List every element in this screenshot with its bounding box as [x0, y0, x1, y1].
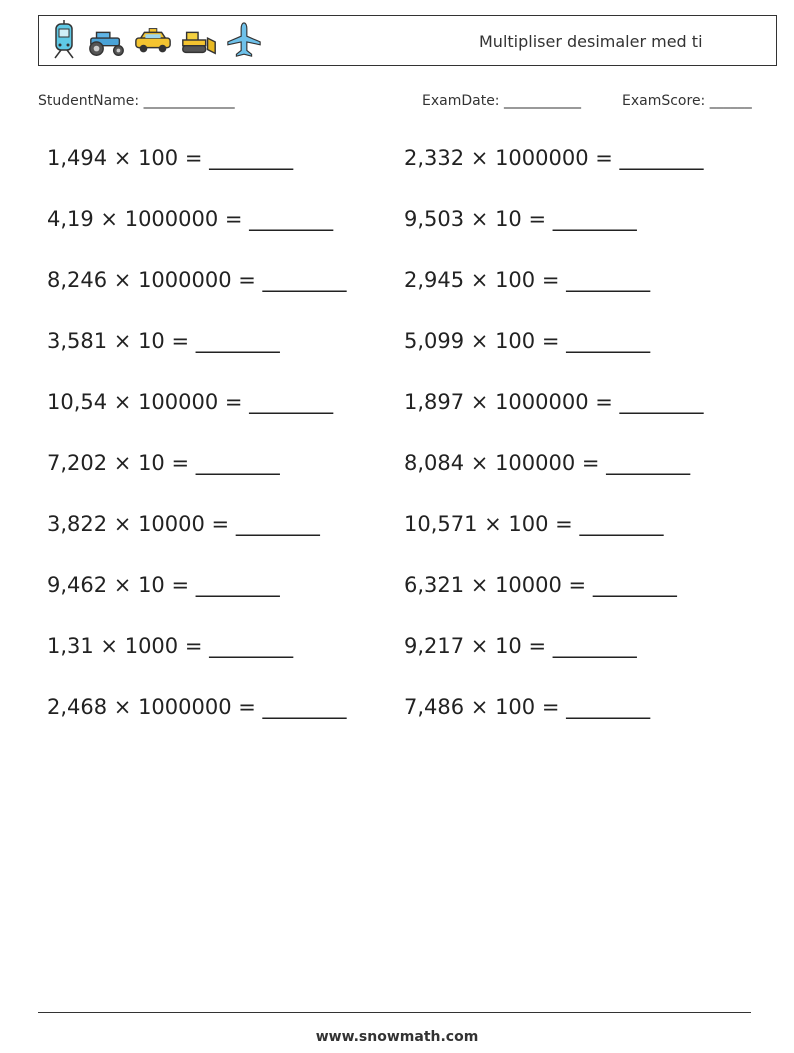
worksheet-title: Multipliser desimaler med ti — [479, 32, 703, 51]
problem-right-2: 9,503 × 10 = ________ — [404, 207, 637, 231]
student-name-field: StudentName: _____________ — [38, 93, 235, 109]
problem-right-4: 5,099 × 100 = ________ — [404, 329, 651, 353]
problem-right-7: 10,571 × 100 = ________ — [404, 512, 664, 536]
problem-left-2: 4,19 × 1000000 = ________ — [47, 207, 334, 231]
problem-left-8: 9,462 × 10 = ________ — [47, 573, 280, 597]
problem-right-1: 2,332 × 1000000 = ________ — [404, 146, 704, 170]
bulldozer-icon — [179, 20, 219, 60]
problem-left-4: 3,581 × 10 = ________ — [47, 329, 280, 353]
tram-icon — [47, 20, 81, 60]
airplane-icon — [225, 20, 263, 60]
problem-right-10: 7,486 × 100 = ________ — [404, 695, 651, 719]
footer-divider — [38, 1012, 751, 1013]
exam-date-field: ExamDate: ___________ — [422, 93, 581, 109]
problem-left-10: 2,468 × 1000000 = ________ — [47, 695, 347, 719]
problem-right-9: 9,217 × 10 = ________ — [404, 634, 637, 658]
tractor-icon — [87, 20, 127, 60]
problem-left-7: 3,822 × 10000 = ________ — [47, 512, 320, 536]
problem-right-8: 6,321 × 10000 = ________ — [404, 573, 677, 597]
header-icons — [47, 20, 263, 60]
footer-site: www.snowmath.com — [315, 1029, 479, 1045]
taxi-icon — [133, 20, 173, 60]
problem-left-6: 7,202 × 10 = ________ — [47, 451, 280, 475]
problem-right-5: 1,897 × 1000000 = ________ — [404, 390, 704, 414]
problem-left-5: 10,54 × 100000 = ________ — [47, 390, 334, 414]
problem-right-6: 8,084 × 100000 = ________ — [404, 451, 691, 475]
problem-left-3: 8,246 × 1000000 = ________ — [47, 268, 347, 292]
problem-left-9: 1,31 × 1000 = ________ — [47, 634, 294, 658]
problem-right-3: 2,945 × 100 = ________ — [404, 268, 651, 292]
worksheet-header — [38, 15, 777, 66]
exam-score-field: ExamScore: ______ — [622, 93, 752, 109]
problem-left-1: 1,494 × 100 = ________ — [47, 146, 294, 170]
